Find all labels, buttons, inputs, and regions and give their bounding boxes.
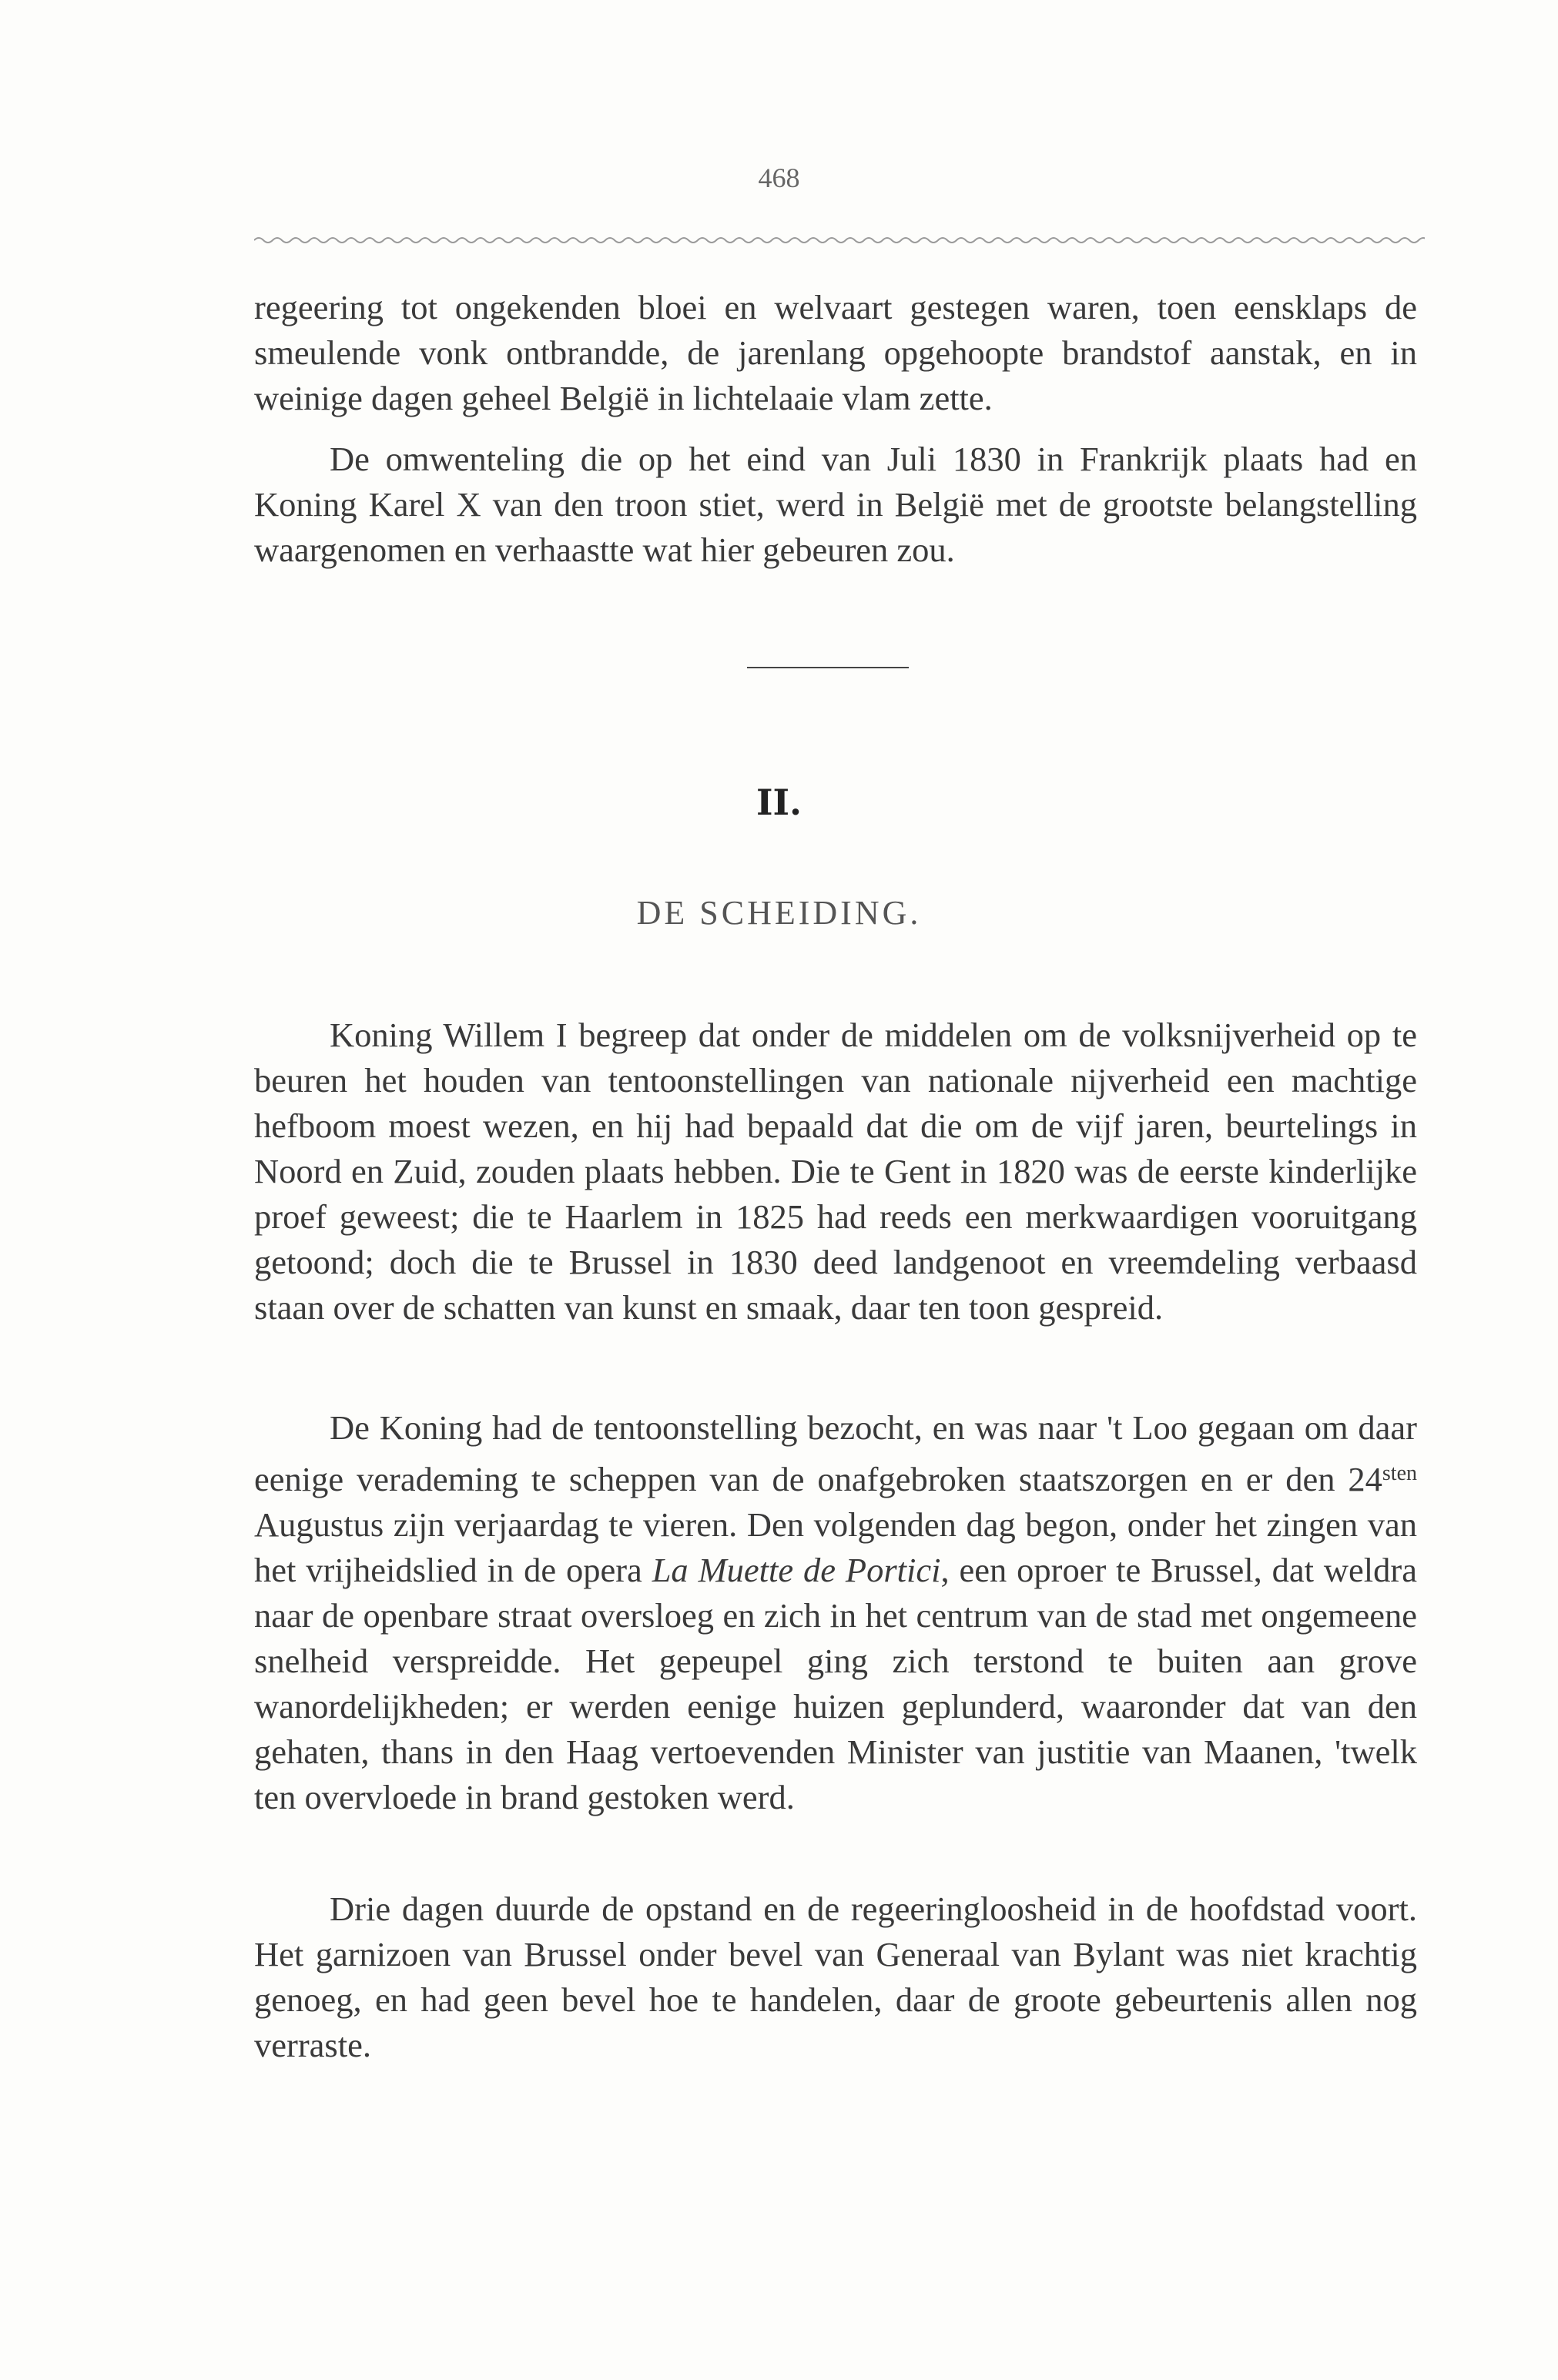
paragraph-uprising [254,1405,1417,1820]
section-divider [747,667,909,668]
paragraph-continuation: regeering tot ongekenden bloei en welvaart gestegen waren, toen eensklaps de smeulende vonk ontbrandde, de jarenlang opgehoopte brandstof aanstak, en in weinige dagen geheel België in lichtelaaie vlam zette. [254,288,1417,417]
superscript-sten: sten [1382,1461,1417,1485]
paragraph-uprising-part-c: , een oproer te Brussel, dat weldra naar de openbare straat oversloeg en zich in het centrum van de stad met ongemeene snelheid verspreidde. Het gepeupel ging zich terstond te buiten aan grove wanordelijkheden; er werden eenige huizen geplunderd, waaronder dat van den gehaten, thans in den Haag vertoevenden Minister van justitie van Maanen, 'twelk ten overvloede in brand gestoken werd. [254,1551,1417,1816]
paragraph-exhibitions: Koning Willem I begreep dat onder de middelen om de volksnijverheid op te beuren het houden van tentoonstellingen van nationale nijverheid een machtige hefboom moest wezen, en hij had bepaald dat die om de vijf jaren, beurtelings in Noord en Zuid, zouden plaats hebben. Die te Gent in 1820 was de eerste kinderlijke proef geweest; die te Haarlem in 1825 had reeds een merkwaardigen vooruitgang getoond; doch die te Brussel in 1830 deed landgenoot en vreemdeling verbaasd staan over de schatten van kunst en smaak, daar ten toon gespreid. [254,1016,1417,1327]
paragraph-uprising-part-a: De Koning had de tentoonstelling bezocht, en was naar 't Loo gegaan om daar eenige verademing te scheppen van de onafgebroken staatszorgen en er den 24 [254,1408,1417,1498]
decorative-wavy-rule [254,231,1425,249]
paragraph-revolution-france: De omwenteling die op het eind van Juli 1830 in Frankrijk plaats had en Koning Karel X van den troon stiet, werd in België met de grootste belangstelling waargenomen en verhaastte wat hier gebeuren zou. [254,440,1417,569]
section-numeral: II. [756,782,802,823]
page-number: 468 [758,162,800,193]
opera-title: La Muette de Portici [652,1551,941,1589]
paragraph-three-days: Drie dagen duurde de opstand en de regeeringloosheid in de hoofdstad voort. Het garnizoen van Brussel onder bevel van Generaal van Bylant was niet krachtig genoeg, en had geen bevel hoe te handelen, daar de groote gebeurtenis allen nog verraste. [254,1890,1417,2064]
section-title: DE SCHEIDING. [636,894,922,932]
paragraph-uprising-part-b: Augustus zijn verjaardag te vieren. Den volgenden dag begon, onder het zingen van het vrijheidslied in de opera [254,1505,1417,1589]
